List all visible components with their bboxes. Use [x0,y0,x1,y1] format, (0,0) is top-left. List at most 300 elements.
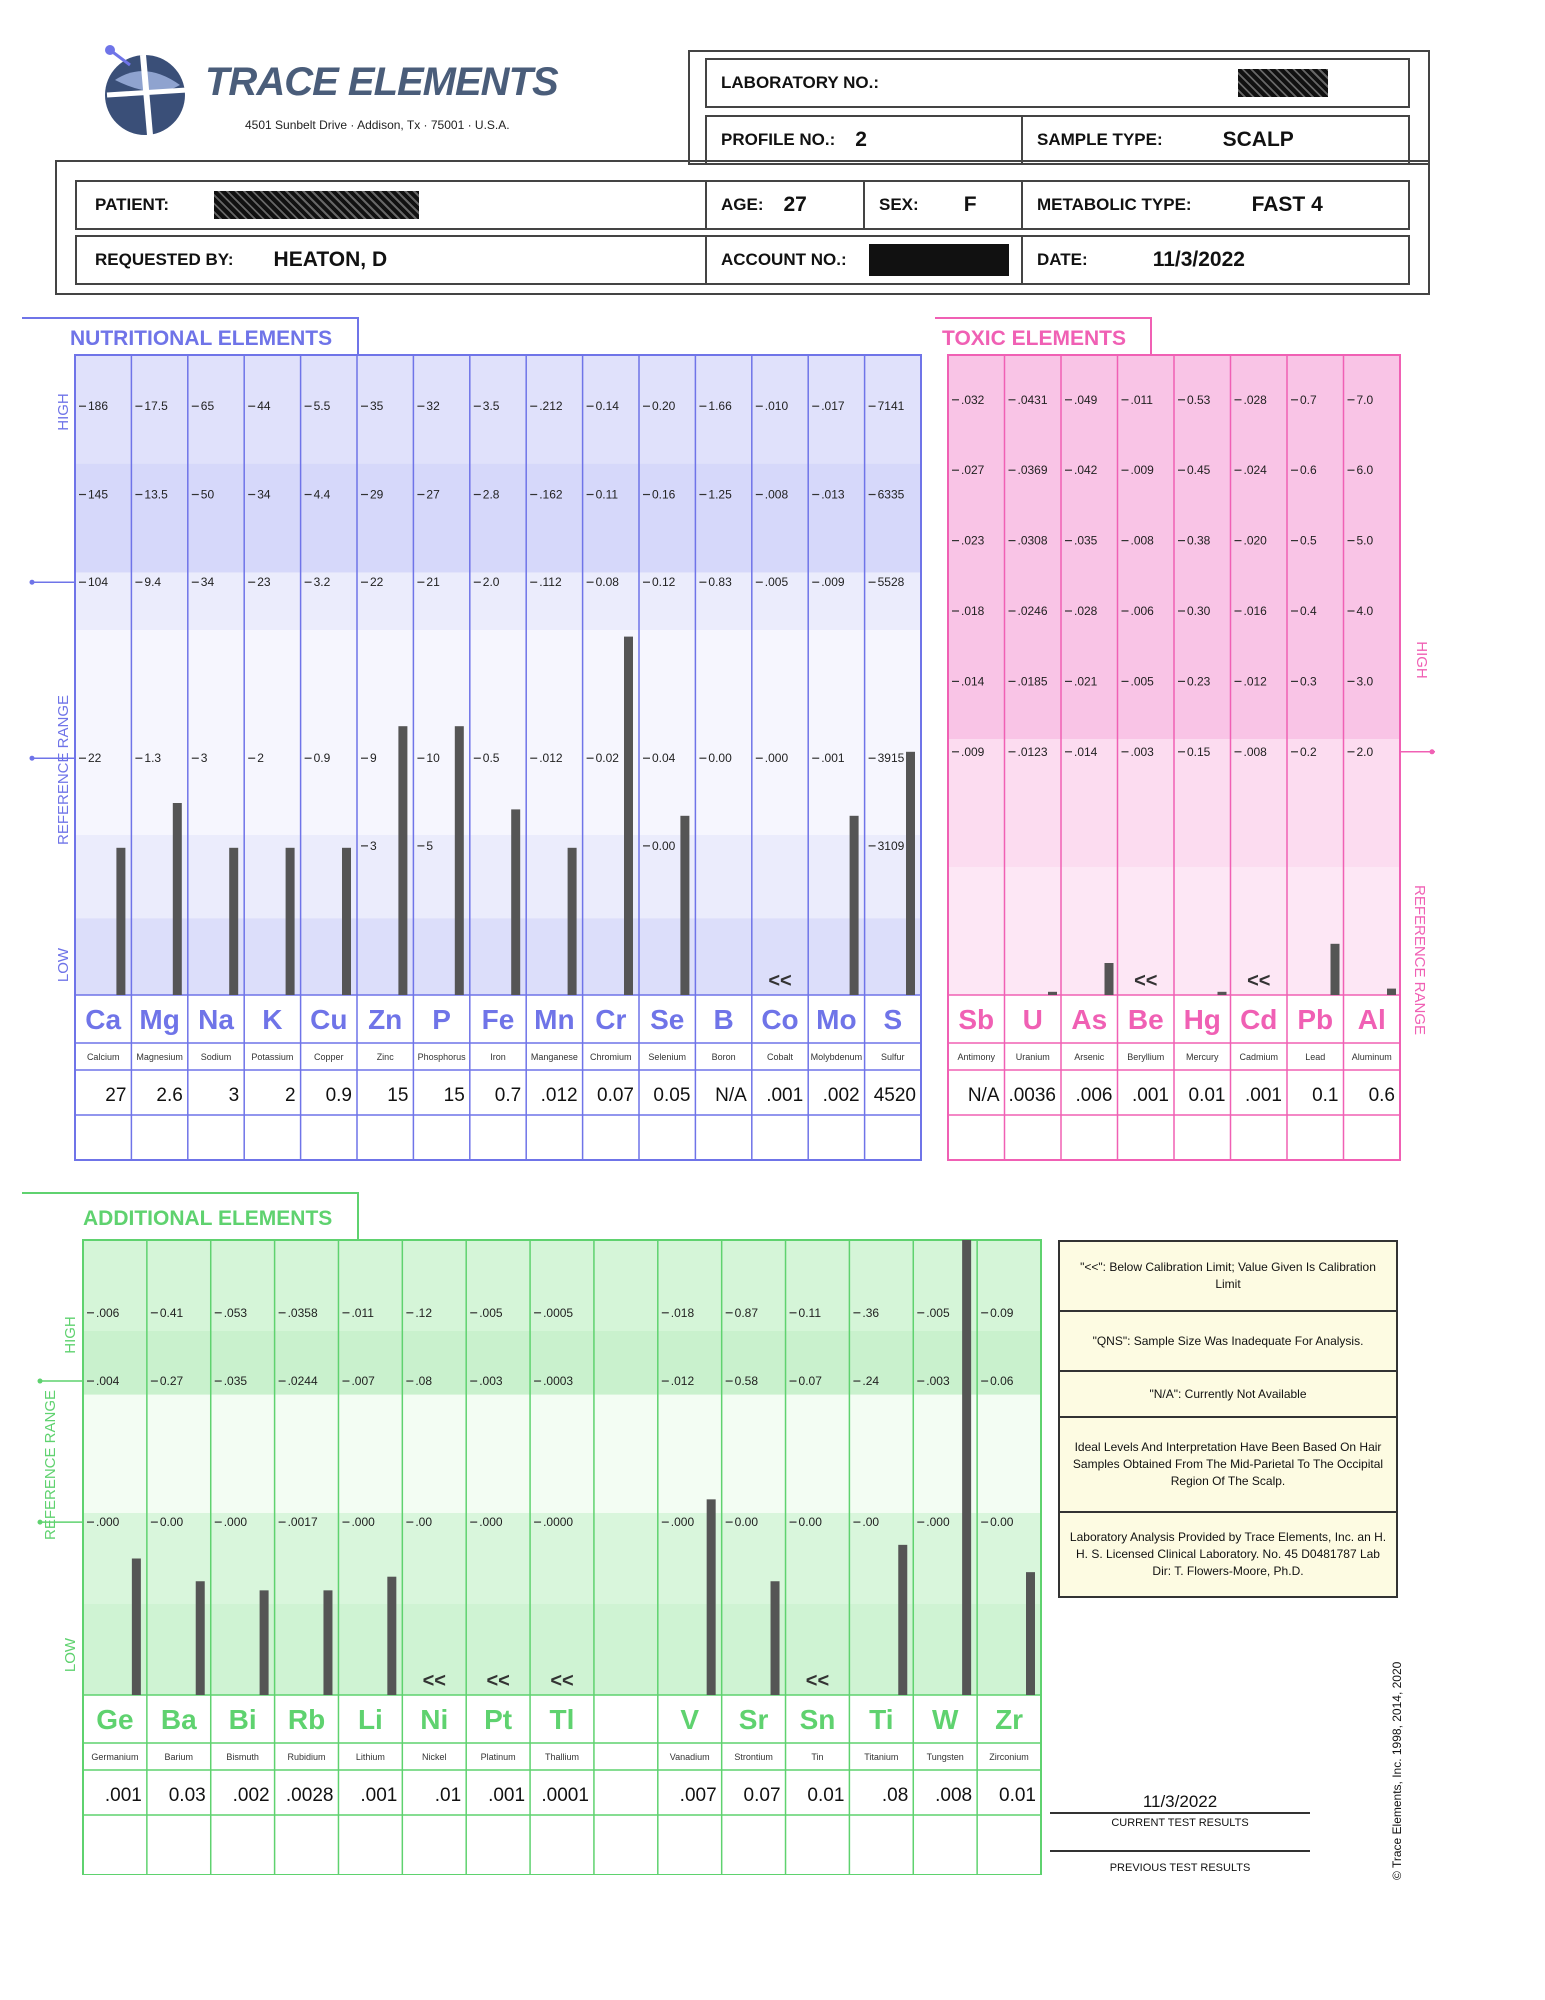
tick-label: .00 [415,1515,433,1530]
tick-label: 3109 [877,838,905,853]
tick-label: 0.14 [595,399,619,414]
element-name: Platinum [480,1752,516,1762]
element-symbol: Zr [995,1704,1024,1735]
element-symbol: Pb [1297,1004,1334,1035]
tick-label: .042 [1074,463,1098,478]
tick-label: 0.04 [652,751,676,766]
axis-label: HIGH [55,393,72,431]
legend-box [1058,1240,1398,1598]
element-name: Selenium [648,1052,686,1062]
profile-no-box: PROFILE NO.: 2 [705,115,1023,165]
tick-label: 0.23 [1187,674,1211,689]
reference-dot [30,756,35,761]
tick-label: .005 [479,1305,503,1320]
element-name: Strontium [734,1752,773,1762]
bar-Zr [1026,1572,1035,1695]
element-name: Cadmium [1239,1052,1279,1062]
element-symbol: U [1022,1004,1043,1035]
element-symbol: S [883,1004,903,1035]
plot-band-3 [83,1395,1041,1513]
tick-label: .016 [1243,604,1267,618]
element-symbol: Na [198,1004,234,1035]
tick-label: 0.3 [1300,674,1317,689]
current-results-key [1050,1792,1310,1829]
element-symbol: P [432,1004,451,1035]
tick-label: 65 [200,399,215,414]
tick-label: .000 [926,1515,950,1530]
element-name: Titanium [864,1752,899,1762]
element-symbol: Sn [799,1704,836,1735]
tick-label: .0185 [1017,674,1048,689]
element-value: 27 [105,1085,127,1106]
reference-dot [30,580,35,585]
tick-label: .0244 [287,1374,318,1389]
legend-below-limit: "<<": Below Calibration Limit; Value Given Is Calibration Limit [1060,1242,1396,1312]
element-value: .007 [679,1785,717,1806]
tick-label: 145 [88,487,109,502]
tick-label: .0005 [543,1305,574,1320]
tick-label: 4.4 [313,487,331,502]
tick-label: 22 [88,751,102,766]
element-name: Copper [314,1052,344,1062]
tick-label: .00 [862,1515,880,1530]
tick-label: 0.41 [159,1305,184,1320]
bar-Na [229,848,238,995]
element-name: Sulfur [881,1052,905,1062]
tick-label: .005 [764,575,789,590]
current-results-date: 11/3/2022 [1142,1792,1218,1811]
axis-label: HIGH [1413,641,1430,679]
element-value: 2.6 [156,1085,183,1106]
tick-label: .012 [670,1374,695,1389]
element-name: Lead [1305,1052,1326,1062]
axis-label: LOW [55,947,72,983]
plot-band-5 [75,918,921,995]
tick-label: .112 [539,575,562,590]
bar-K [286,848,295,995]
tick-label: .009 [1130,463,1154,478]
tick-label: 7.0 [1356,392,1374,407]
tick-label: 22 [370,575,384,590]
element-value: 0.1 [1312,1085,1339,1106]
element-value: 0.07 [597,1085,634,1106]
tick-label: .000 [351,1515,375,1530]
tick-label: 0.58 [734,1374,759,1389]
element-value: 4520 [873,1085,916,1106]
element-value: .01 [434,1785,462,1806]
current-results-label: CURRENT TEST RESULTS [1050,1812,1310,1829]
tick-label: 0.00 [798,1515,822,1530]
tick-label: .010 [764,399,789,414]
element-value: 0.01 [999,1785,1036,1806]
element-symbol: W [931,1704,959,1735]
profile-no: 2 [855,128,867,151]
tick-label: 0.30 [1187,604,1211,618]
tick-label: 0.02 [595,751,619,766]
tick-label: .000 [223,1515,248,1530]
element-name: Iron [490,1052,506,1062]
tick-label: .007 [351,1374,375,1389]
element-symbol: Bi [228,1704,257,1735]
tick-label: .003 [479,1374,503,1389]
element-symbol: Rb [287,1704,326,1735]
below-limit-marker: << [1134,970,1158,992]
tick-label: 0.00 [159,1515,184,1530]
tick-label: 5.0 [1356,533,1374,548]
tick-label: 186 [88,399,109,414]
element-value: .0028 [285,1785,334,1806]
legend-lab-info: Laboratory Analysis Provided by Trace Elements, Inc. an H. H. S. Licensed Clinical Laboratory. No. 45 D0481787 Lab Dir: T. Flowers-Moore, Ph.D. [1069,1530,1387,1578]
reference-dot [1430,749,1435,754]
tick-label: 0.9 [313,751,331,766]
tick-label: 0.07 [798,1374,822,1389]
tick-label: .035 [223,1374,248,1389]
element-symbol: V [680,1704,700,1735]
tick-label: 17.5 [144,399,168,414]
element-value: N/A [715,1085,747,1106]
tick-label: .018 [670,1305,695,1320]
element-symbol: Cd [1240,1004,1278,1035]
below-limit-marker: << [550,1670,574,1692]
tick-label: .000 [670,1515,695,1530]
requested-by-box: REQUESTED BY: HEATON, D [75,235,707,285]
element-value: .08 [881,1785,909,1806]
element-value: .001 [360,1785,398,1806]
metabolic-type: FAST 4 [1251,193,1323,216]
tick-label: 0.38 [1187,533,1211,548]
element-symbol: Sr [738,1704,769,1735]
tick-label: 0.20 [652,399,676,414]
tick-label: 6.0 [1356,463,1374,478]
bar-Sr [771,1581,780,1695]
element-name: Rubidium [287,1752,326,1762]
element-name: Tin [811,1752,824,1762]
tick-label: .012 [539,751,563,766]
tick-label: 34 [257,487,271,502]
age: 27 [783,193,807,216]
element-value: N/A [967,1085,1000,1106]
tick-label: .011 [1130,392,1153,407]
tick-label: 32 [426,399,440,414]
tick-label: 3915 [877,751,905,766]
age-box: AGE: 27 [705,180,865,230]
tick-label: .004 [96,1374,120,1389]
tick-label: 0.09 [990,1305,1014,1320]
element-name: Antimony [957,1052,996,1062]
brand-name: TRACE ELEMENTS [205,60,558,104]
element-symbol: Pt [484,1704,513,1735]
tick-label: .003 [1130,744,1154,759]
tick-label: 0.00 [990,1515,1014,1530]
copyright-notice: © Trace Elements, Inc. 1998, 2014, 2020 [1390,1661,1404,1880]
logo-globe-icon [95,40,195,140]
element-name: Zinc [376,1052,394,1062]
tick-label: .009 [961,744,985,759]
element-value: .0001 [541,1785,589,1806]
element-value: 0.01 [1188,1085,1226,1106]
element-value: .006 [1075,1085,1113,1106]
tick-label: 9 [370,751,377,766]
axis-label: HIGH [62,1316,79,1354]
account-no-box: ACCOUNT NO.: [705,235,1023,285]
tick-label: .0369 [1017,463,1048,478]
tick-label: .212 [539,399,563,414]
legend-qns: "QNS": Sample Size Was Inadequate For Analysis. [1060,1312,1396,1372]
tick-label: .0017 [287,1515,318,1530]
element-value: 0.07 [743,1785,781,1806]
bar-Mn [568,848,577,995]
element-name: Mercury [1185,1052,1219,1062]
bar-Fe [511,809,520,995]
tick-label: 1.3 [144,751,162,766]
element-symbol: Mn [534,1004,575,1035]
element-symbol: Ti [869,1704,894,1735]
tick-label: .009 [821,575,845,590]
tick-label: 9.4 [144,575,162,590]
tick-label: 0.11 [798,1305,822,1320]
tick-label: .005 [1130,674,1154,689]
redacted-patient-name [214,191,419,219]
tick-label: .017 [821,399,845,414]
element-name: Thallium [544,1752,580,1762]
element-symbol: Mo [816,1004,857,1035]
tick-label: .000 [764,751,789,766]
date-box: DATE: 11/3/2022 [1021,235,1410,285]
tick-label: 0.27 [159,1374,184,1389]
tick-label: 2.0 [1356,744,1374,759]
toxic-elements-chart [935,350,1435,1170]
reference-dot [38,1379,43,1384]
element-name: Uranium [1015,1052,1050,1062]
element-value: .002 [822,1085,860,1106]
element-name: Phosphorus [417,1052,466,1062]
tick-label: .006 [1130,604,1154,618]
tick-label: 13.5 [144,487,168,502]
tick-label: .24 [862,1374,880,1389]
bar-V [707,1499,716,1695]
tick-label: 0.7 [1300,392,1317,407]
bar-Li [387,1577,396,1695]
element-name: Aluminum [1351,1052,1392,1062]
tick-label: .003 [926,1374,950,1389]
bar-Ge [132,1559,141,1696]
element-symbol: Li [357,1704,383,1735]
tick-label: .035 [1074,533,1098,548]
redacted-lab-no [1238,69,1328,97]
tick-label: 0.4 [1300,604,1317,618]
element-value: .002 [232,1785,270,1806]
tick-label: 0.06 [990,1374,1014,1389]
laboratory-no-box: LABORATORY NO.: [705,58,1410,108]
nutritional-title: NUTRITIONAL ELEMENTS [70,327,333,350]
element-symbol: K [262,1004,283,1035]
previous-results-label: PREVIOUS TEST RESULTS [1050,1850,1310,1874]
brand-address: 4501 Sunbelt Drive · Addison, Tx · 75001 · U.S.A. [245,118,510,132]
additional-title: ADDITIONAL ELEMENTS [83,1207,333,1230]
element-symbol: B [713,1004,734,1035]
tick-label: 3 [370,838,377,853]
element-value: 0.01 [807,1785,845,1806]
element-name: Cobalt [766,1052,794,1062]
element-symbol: Be [1127,1004,1164,1035]
tick-label: .021 [1074,674,1098,689]
tick-label: .018 [961,604,985,618]
toxic-title: TOXIC ELEMENTS [942,327,1126,350]
tick-label: 5 [426,838,434,853]
tick-label: .36 [862,1305,880,1320]
below-limit-marker: << [805,1670,830,1692]
tick-label: .032 [961,392,985,407]
tick-label: .008 [764,487,789,502]
element-value: 3 [228,1085,240,1106]
requested-by: HEATON, D [273,248,388,271]
metabolic-type-box: METABOLIC TYPE: FAST 4 [1021,180,1410,230]
bar-Al [1387,989,1396,995]
element-name: Lithium [355,1752,385,1762]
sex-box: SEX: F [863,180,1023,230]
tick-label: .023 [961,533,985,548]
tick-label: .008 [1130,533,1154,548]
tick-label: 0.2 [1300,744,1317,759]
tick-label: .024 [1243,463,1267,478]
plot-band-3 [75,630,921,835]
bar-Zn [398,726,407,995]
tick-label: .0003 [543,1374,574,1389]
tick-label: 4.0 [1356,604,1374,618]
tick-label: 0.83 [708,575,732,590]
below-limit-marker: << [486,1670,510,1692]
tick-label: 0.00 [734,1515,759,1530]
tick-label: 0.53 [1187,392,1211,407]
legend-ideal-levels: Ideal Levels And Interpretation Have Been Based On Hair Samples Obtained From The Mid-Parietal To The Occipital Region Of The Scalp. [1060,1418,1396,1513]
tick-label: 0.12 [652,575,676,590]
previous-results-key [1050,1850,1310,1874]
tick-label: 2.8 [482,487,500,502]
bar-P [455,726,464,995]
axis-label: LOW [62,1637,79,1673]
bar-Cu [342,848,351,995]
bar-Cr [624,637,633,995]
element-value: .001 [104,1785,142,1806]
tick-label: 2.0 [482,575,500,590]
tick-label: .0123 [1017,744,1048,759]
element-value: .001 [766,1085,804,1106]
tick-label: 0.08 [595,575,619,590]
tick-label: 5.5 [313,399,331,414]
element-name: Germanium [91,1752,139,1762]
bar-As [1105,963,1114,995]
element-symbol: Zn [368,1004,403,1035]
tick-label: 6335 [877,487,905,502]
tick-label: 10 [426,751,440,766]
element-name: Vanadium [669,1752,710,1762]
redacted-account-no [869,244,1009,276]
axis-label: REFERENCE RANGE [55,694,72,846]
element-value: 0.05 [653,1085,691,1106]
tick-label: .000 [96,1515,120,1530]
below-limit-marker: << [768,970,792,992]
element-name: Boron [711,1052,736,1062]
tick-label: .013 [821,487,845,502]
element-name: Potassium [251,1052,294,1062]
element-name: Chromium [590,1052,632,1062]
tick-label: .014 [961,674,985,689]
tick-label: .049 [1074,392,1098,407]
bar-S [906,752,915,995]
legend-na: "N/A": Currently Not Available [1060,1372,1396,1418]
bar-Ca [116,848,125,995]
tick-label: 0.00 [652,838,676,853]
tick-label: 0.00 [708,751,732,766]
element-name: Zirconium [989,1752,1029,1762]
tick-label: 0.16 [652,487,676,502]
tick-label: 3.5 [482,399,500,414]
element-value: .001 [1132,1085,1169,1106]
bar-Mo [850,816,859,995]
tick-label: .014 [1074,744,1098,759]
element-symbol: Cr [595,1004,627,1035]
tick-label: .020 [1243,533,1267,548]
element-symbol: Ba [160,1704,197,1735]
bar-Ba [196,1581,205,1695]
tick-label: .012 [1243,674,1267,689]
below-limit-marker: << [1247,970,1271,992]
element-name: Beryllium [1127,1052,1165,1062]
element-symbol: Mg [139,1004,180,1035]
element-value: 2 [285,1085,296,1106]
element-value: .012 [540,1085,578,1106]
tick-label: .005 [926,1305,950,1320]
element-symbol: Tl [549,1704,575,1735]
element-symbol: Ni [420,1704,449,1735]
element-value: 15 [387,1085,409,1106]
tick-label: 21 [426,575,440,590]
tick-label: 23 [257,575,271,590]
element-value: .001 [488,1785,526,1806]
bar-Hg [1218,992,1227,995]
tick-label: 29 [370,487,384,502]
tick-label: .08 [415,1374,433,1389]
tick-label: 0.5 [482,751,500,766]
tick-label: 5528 [877,575,905,590]
sample-type: SCALP [1222,128,1294,151]
element-name: Manganese [530,1052,578,1062]
element-symbol: Ca [85,1004,122,1035]
tick-label: 3 [200,751,208,766]
tick-label: .162 [539,487,563,502]
tick-label: 0.6 [1300,463,1317,478]
element-name: Arsenic [1074,1052,1105,1062]
company-logo [95,40,558,140]
element-name: Tungsten [926,1752,964,1762]
tick-label: .0308 [1017,533,1048,548]
element-value: .0036 [1008,1085,1056,1106]
tick-label: .12 [415,1305,433,1320]
patient-box: PATIENT: [75,180,707,230]
axis-label: REFERENCE RANGE [1411,884,1428,1036]
tick-label: .011 [351,1305,374,1320]
axis-label: REFERENCE RANGE [42,1389,59,1541]
tick-label: .053 [223,1305,248,1320]
element-name: Molybdenum [810,1052,863,1062]
tick-label: .028 [1243,392,1267,407]
tick-label: 34 [200,575,215,590]
tick-label: .0000 [543,1515,574,1530]
sex: F [963,193,977,216]
element-symbol: Hg [1183,1004,1221,1035]
additional-elements-chart [0,1235,1050,1875]
tick-label: 7141 [877,399,905,414]
